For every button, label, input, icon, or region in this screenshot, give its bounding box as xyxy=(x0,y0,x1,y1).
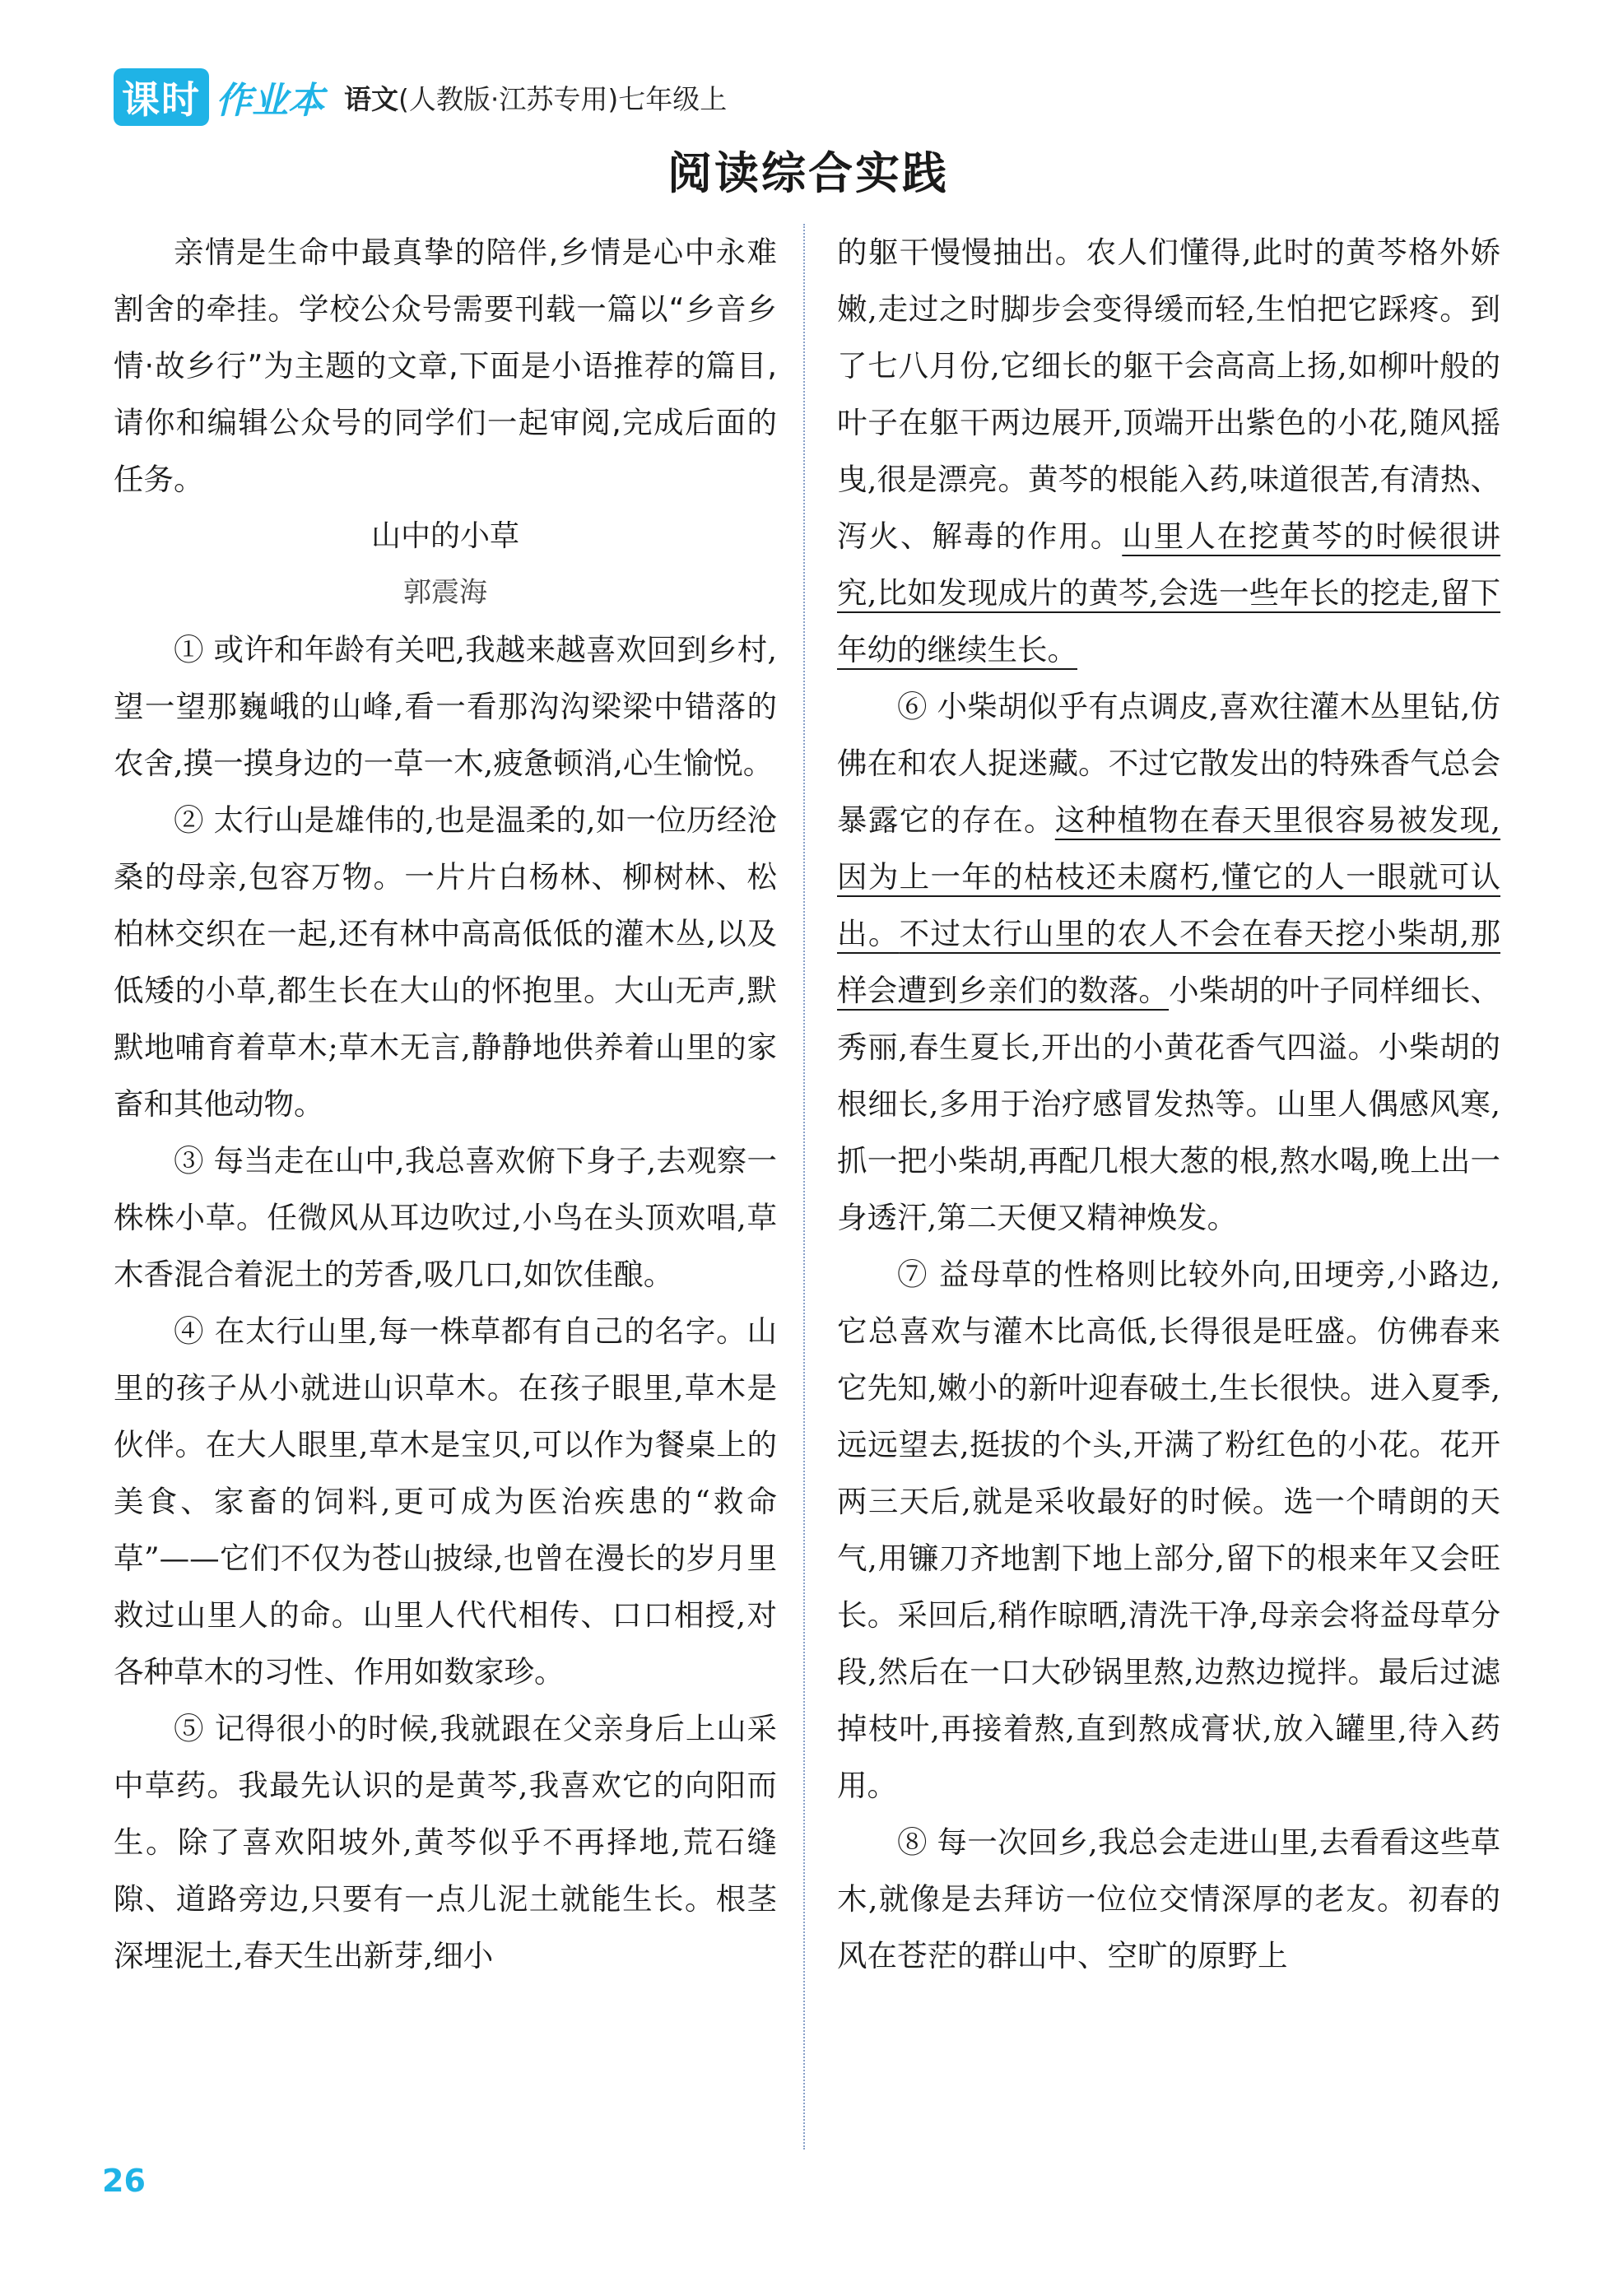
brand-logo-text: 作业本 xyxy=(216,80,324,122)
article-title: 山中的小草 xyxy=(370,519,519,553)
paragraph-3: ③ 每当走在山中,我总喜欢俯下身子,去观察一株株小草。任微风从耳边吹过,小鸟在头顶欢唱,草木香混合着泥土的芳香,吸几口,如饮佳酿。 xyxy=(114,1143,777,1292)
paragraph-4: ④ 在太行山里,每一株草都有自己的名字。山里的孩子从小就进山识草木。在孩子眼里,草木是伙伴。在大人眼里,草木是宝贝,可以作为餐桌上的美食、家畜的饲料,更可成为医治疾患的“救命草”——它们不仅为苍山披绿,也曾在漫长的岁月里救过山里人的命。山里人代代相传、口口相授,对各种草木的习性、作用如数家珍。 xyxy=(114,1313,777,1689)
brand-logo: 课时 xyxy=(114,68,209,126)
subject-label xyxy=(344,78,727,117)
left-column xyxy=(114,224,777,1984)
right-column xyxy=(837,224,1500,1984)
subject-detail: (人教版·江苏专用)七年级上 xyxy=(398,82,728,115)
paragraph-5-cont-text: 的躯干慢慢抽出。农人们懂得,此时的黄芩格外娇嫩,走过之时脚步会变得缓而轻,生怕把它踩疼。到了七八月份,它细长的躯干会高高上扬,如柳叶般的叶子在躯干两边展开,顶端开出紫色的小花,随风摇曳,很是漂亮。黄芩的根能入药,味道很苦,有清热、泻火、解毒的作用。 xyxy=(837,235,1500,554)
underlined-sentence-1: 山里人在挖黄芩的时候很讲究,比如发现成片的黄芩,会选一些年长的挖走,留下年幼的继续生长。 xyxy=(837,518,1501,667)
paragraph-1: ① 或许和年龄有关吧,我越来越喜欢回到乡村,望一望那巍峨的山峰,看一看那沟沟梁梁中错落的农舍,摸一摸身边的一草一木,疲惫顿消,心生愉悦。 xyxy=(114,632,777,781)
paragraph-8: ⑧ 每一次回乡,我总会走进山里,去看看这些草木,就像是去拜访一位位交情深厚的老友。初春的风在苍茫的群山中、空旷的原野上 xyxy=(837,1824,1500,1973)
paragraph-5-continued xyxy=(837,224,1500,678)
paragraph-6-text-b: 小柴胡的叶子同样细长、秀丽,春生夏长,开出的小黄花香气四溢。小柴胡的根细长,多用于治疗感冒发热等。山里人偶感风寒,抓一把小柴胡,再配几根大葱的根,熬水喝,晚上出一身透汗,第二天便又精神焕发。 xyxy=(837,973,1501,1235)
page-number: 26 xyxy=(102,2163,146,2199)
paragraph-7: ⑦ 益母草的性格则比较外向,田埂旁,小路边,它总喜欢与灌木比高低,长得很是旺盛。仿佛春来它先知,嫩小的新叶迎春破土,生长很快。进入夏季,远远望去,挺拔的个头,开满了粉红色的小花。花开两三天后,就是采收最好的时候。选一个晴朗的天气,用镰刀齐地割下地上部分,留下的根来年又会旺长。采回后,稍作晾晒,清洗干净,母亲会将益母草分段,然后在一口大砂锅里熬,边熬边搅拌。最后过滤掉枝叶,再接着熬,直到熬成膏状,放入罐里,待入药用。 xyxy=(837,1257,1500,1803)
underlined-sentence-2: 这种植物在春天里很容易被发现,因为上一年的枯枝还未腐朽,懂它的人一眼就可认出。 xyxy=(837,802,1500,951)
paragraph-6 xyxy=(837,678,1500,1246)
intro-paragraph: 亲情是生命中最真挚的陪伴,乡情是心中永难割舍的牵挂。学校公众号需要刊载一篇以“乡音乡情·故乡行”为主题的文章,下面是小语推荐的篇目,请你和编辑公众号的同学们一起审阅,完成后面的任务。 xyxy=(114,235,777,497)
page-title: 阅读综合实践 xyxy=(667,146,949,199)
article-author: 郭震海 xyxy=(403,576,487,609)
paragraph-5: ⑤ 记得很小的时候,我就跟在父亲身后上山采中草药。我最先认识的是黄芩,我喜欢它的向阳而生。除了喜欢阳坡外,黄芩似乎不再择地,荒石缝隙、道路旁边,只要有一点儿泥土就能生长。根茎深埋泥土,春天生出新芽,细小 xyxy=(114,1711,777,1973)
paragraph-6-text-a: ⑥ 小柴胡似乎有点调皮,喜欢往灌木丛里钻,仿佛在和农人捉迷藏。不过它散发出的特殊香气总会暴露它的存在。 xyxy=(837,689,1500,838)
paragraph-2: ② 太行山是雄伟的,也是温柔的,如一位历经沧桑的母亲,包容万物。一片片白杨林、柳树林、松柏林交织在一起,还有林中高高低低的灌木丛,以及低矮的小草,都生长在大山的怀抱里。大山无声,默默地哺育着草木;草木无言,静静地供养着山里的家畜和其他动物。 xyxy=(114,802,777,1122)
subject-main: 语文 xyxy=(344,82,398,115)
underlined-sentence-3: 不过太行山里的农人不会在春天挖小柴胡,那样会遭到乡亲们的数落。 xyxy=(837,916,1500,1008)
page-header xyxy=(114,64,727,130)
column-divider xyxy=(803,224,805,2150)
